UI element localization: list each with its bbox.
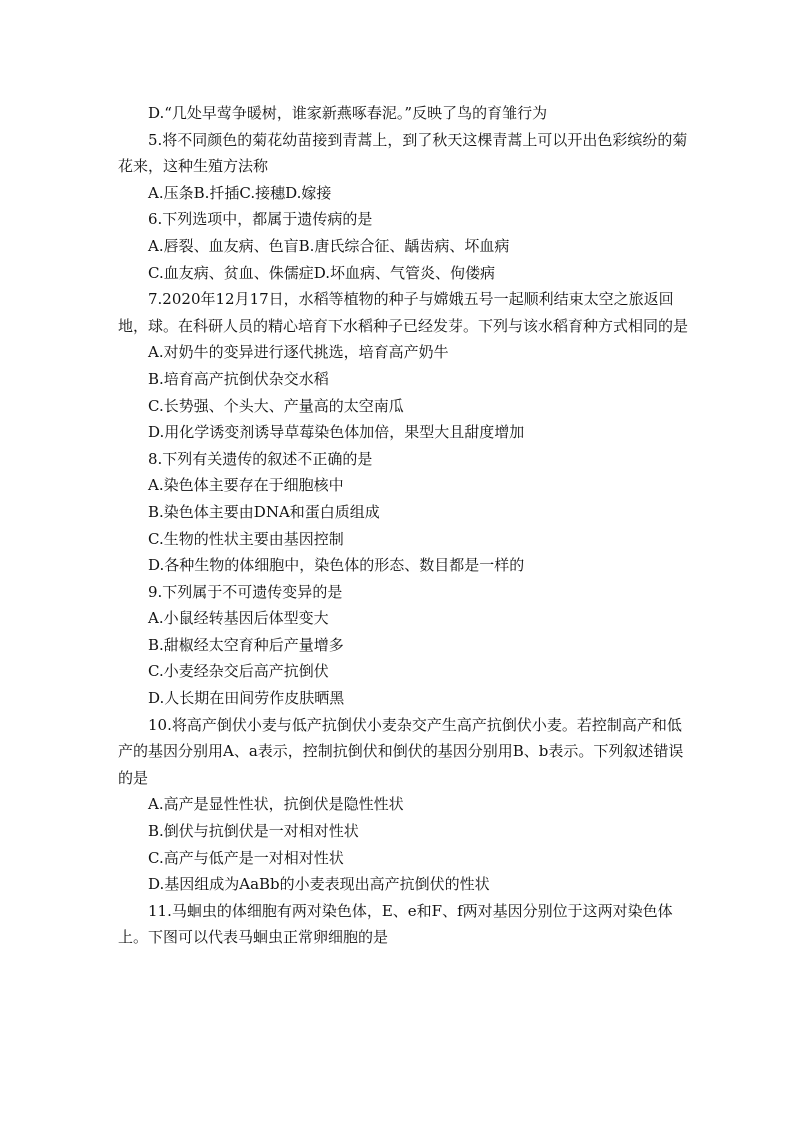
question-8: 8.下列有关遗传的叙述不正确的是 xyxy=(148,449,373,468)
question-5: 5.将不同颜色的菊花幼苗接到青蒿上，到了秋天这棵青蒿上可以开出色彩缤纷的菊花来，这种生殖方法称 xyxy=(118,130,688,176)
question-10-option-c: C.高产与低产是一对相对性状 xyxy=(148,848,344,867)
question-8-option-d: D.各种生物的体细胞中，染色体的形态、数目都是一样的 xyxy=(148,556,525,575)
question-9-option-c: C.小麦经杂交后高产抗倒伏 xyxy=(148,662,329,681)
question-9-option-b: B.甜椒经太空育种后产量增多 xyxy=(148,635,344,654)
question-6-options-cd: C.血友病、贫血、侏儒症D.坏血病、气管炎、佝偻病 xyxy=(148,263,495,282)
question-9-option-d: D.人长期在田间劳作皮肤晒黑 xyxy=(148,689,345,708)
question-10-option-b: B.倒伏与抗倒伏是一对相对性状 xyxy=(148,822,359,841)
question-8-option-a: A.染色体主要存在于细胞核中 xyxy=(148,476,344,495)
question-6-options-ab: A.唇裂、血友病、色盲B.唐氏综合征、龋齿病、坏血病 xyxy=(148,236,510,255)
question-9-option-a: A.小鼠经转基因后体型变大 xyxy=(148,609,329,628)
question-10: 10.将高产倒伏小麦与低产抗倒伏小麦杂交产生高产抗倒伏小麦。若控制高产和低产的基因分别用A、a表示，控制抗倒伏和倒伏的基因分别用B、b表示。下列叙述错误的是 xyxy=(118,715,684,787)
question-9: 9.下列属于不可遗传变异的是 xyxy=(148,582,343,601)
question-11: 11.马蛔虫的体细胞有两对染色体，E、e和F、f两对基因分别位于这两对染色体上。下图可以代表马蛔虫正常卵细胞的是 xyxy=(118,901,673,947)
question-10-option-a: A.高产是显性性状，抗倒伏是隐性性状 xyxy=(148,795,404,814)
question-5-options: A.压条B.扦插C.接穗D.嫁接 xyxy=(148,183,332,202)
question-text xyxy=(118,100,688,951)
question-8-option-b: B.染色体主要由DNA和蛋白质组成 xyxy=(148,502,380,521)
question-6: 6.下列选项中，都属于遗传病的是 xyxy=(148,210,373,229)
question-7-option-a: A.对奶牛的变异进行逐代挑选，培育高产奶牛 xyxy=(148,343,449,362)
question-7-option-c: C.长势强、个头大、产量高的太空南瓜 xyxy=(148,396,404,415)
q4-option-d: D.“几处早莺争暖树，谁家新燕啄春泥。”反映了鸟的育雏行为 xyxy=(148,104,548,122)
question-8-option-c: C.生物的性状主要由基因控制 xyxy=(148,529,344,548)
question-7-option-d: D.用化学诱变剂诱导草莓染色体加倍，果型大且甜度增加 xyxy=(148,423,525,442)
question-7: 7.2020年12月17日，水稻等植物的种子与嫦娥五号一起顺利结束太空之旅返回地，球。在科研人员的精心培育下水稻种子已经发芽。下列与该水稻育种方式相同的是 xyxy=(118,290,689,335)
question-7-option-b: B.培育高产抗倒伏杂交水稻 xyxy=(148,369,329,388)
question-10-option-d: D.基因组成为AaBb的小麦表现出高产抗倒伏的性状 xyxy=(148,875,490,894)
